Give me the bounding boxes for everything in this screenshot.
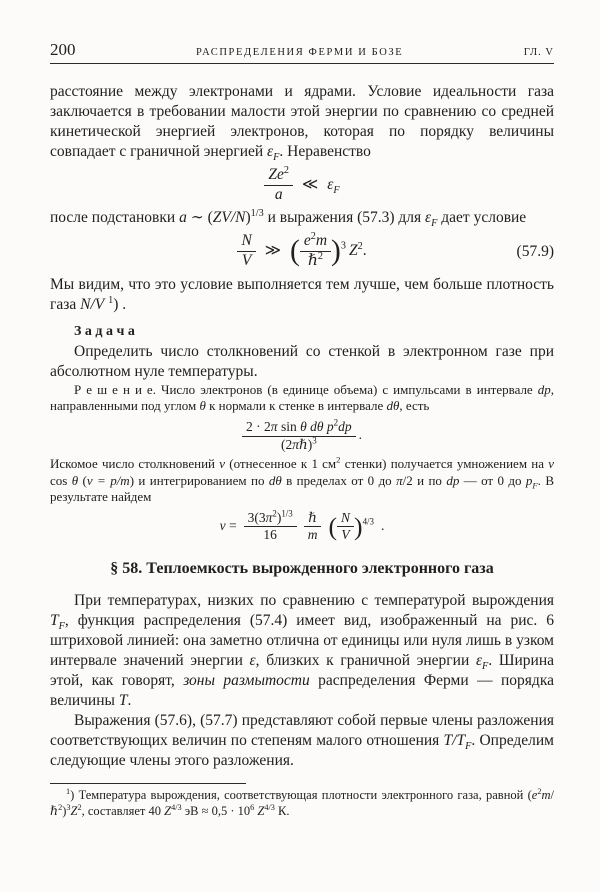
problem-heading: З а д а ч а bbox=[74, 323, 135, 339]
page-number: 200 bbox=[50, 40, 76, 59]
footnote-rule bbox=[50, 783, 246, 784]
fraction bbox=[244, 508, 297, 543]
paragraph-density-remark: Мы видим, что это условие выполняется тем лучше, чем больше плотность газа N/V $^1$) . bbox=[50, 275, 554, 313]
fraction-numerator: ℏ bbox=[304, 511, 322, 528]
fraction-numerator: Ze$^2$ bbox=[264, 167, 293, 186]
formula-period: . bbox=[358, 427, 362, 443]
fraction-numerator: $3(3\pi^2)^{1/3}$ bbox=[244, 511, 297, 528]
fraction bbox=[304, 511, 322, 543]
close-paren: ) bbox=[331, 235, 341, 268]
fraction-denominator: m bbox=[307, 527, 318, 543]
much-greater-symbol: ≫ bbox=[264, 242, 282, 260]
footnote: $^1$) Температура вырождения, соответствующая плотности электронного газа, равной $(e^2m/\hbar^2)^3Z^2$, составляет 40 $Z^{4/3}$ эВ ≈ $0,5 \cdot 10^6$ $Z^{4/3}$ К. bbox=[50, 786, 554, 819]
fraction-denominator: V bbox=[241, 252, 252, 270]
exponent: 4/3 bbox=[362, 516, 374, 527]
fermi-energy-symbol: $\varepsilon_F$ bbox=[327, 175, 340, 196]
solution-continuation: Искомое число столкновений ν (отнесенное к 1 $см^2$ стенки) получается умножением на v cos θ (v = p/m) и интегрированием по dθ в пределах от 0 до π/2 и по dp — от 0 до $p_F$. В результате найдем bbox=[50, 454, 555, 505]
fraction-numerator: 2 · 2π sin θ dθ $p^2dp$ bbox=[242, 420, 356, 437]
fraction bbox=[300, 233, 331, 269]
fraction bbox=[337, 511, 354, 543]
paragraph-expansion: Выражения (57.6), (57.7) представляют собой первые члены разложения соответствующих величин по степеням малого отношения $T/T_F$. Определим следующие члены этого разложения. bbox=[50, 711, 554, 769]
formula-electron-number bbox=[50, 417, 554, 452]
formula-coulomb-inequality bbox=[50, 164, 554, 203]
paragraph-ideality-condition: расстояние между электронами и ядрами. Условие идеальности газа заключается в требовании малости этой энергии по сравнению со средней кинетической энергией электронов, которая по порядку величины совпадает с граничной энергией $\varepsilon_F$. Неравенство bbox=[50, 83, 554, 164]
fraction bbox=[242, 417, 356, 452]
close-paren: ) bbox=[354, 511, 363, 541]
much-less-symbol: ≪ bbox=[302, 175, 319, 193]
fraction bbox=[264, 164, 293, 203]
paragraph-substitution: после подстановки a ∼ $(ZV/N)^{1/3}$ и выражения (57.3) для $\varepsilon_F$ дает условие bbox=[50, 208, 527, 230]
formula-lhs: ν = bbox=[219, 517, 237, 533]
fraction-numerator: N bbox=[237, 233, 255, 252]
fraction-numerator: N bbox=[337, 511, 354, 528]
open-paren: ( bbox=[290, 235, 300, 268]
fraction-numerator: $e^2m$ bbox=[300, 233, 331, 252]
equation-number: (57.9) bbox=[516, 242, 554, 260]
solution-paragraph: Р е ш е н и е. Число электронов (в единице объема) с импульсами в интервале dp, направленными под углом θ к нормали к стенке в интервале dθ, есть bbox=[50, 381, 554, 414]
paragraph-degenerate-gas: При температурах, низких по сравнению с температурой вырождения $T_F$, функция распределения (57.4) имеет вид, изображенный на рис. 6 штриховой линией: она заметно отлична от единицы или нуля лишь в узком интервале значений энергии ε, близких к граничной энергии $\varepsilon_F$. Ширина этой, как говорят, зоны размытости распределения Ферми — порядка величины T. bbox=[50, 591, 555, 709]
running-title: РАСПРЕДЕЛЕНИЯ ФЕРМИ И БОЗЕ bbox=[195, 47, 404, 58]
fraction-denominator: a bbox=[274, 185, 283, 203]
chapter-label: ГЛ. V bbox=[523, 47, 554, 58]
exponent: 3 bbox=[340, 241, 346, 253]
fraction-denominator: (2πℏ)$^3$ bbox=[280, 435, 317, 452]
formula-57-9 bbox=[50, 233, 554, 269]
fraction-denominator: V bbox=[341, 527, 350, 543]
section-heading: § 58. Теплоемкость вырожденного электронного газа bbox=[110, 559, 494, 577]
page-header bbox=[50, 40, 554, 64]
problem-statement: Определить число столкновений со стенкой в электронном газе при абсолютном нуле температуры. bbox=[50, 342, 554, 380]
formula-tail: $Z^2$. bbox=[348, 241, 367, 260]
formula-period: . bbox=[380, 517, 385, 533]
fraction-denominator: ℏ$^2$ bbox=[307, 251, 323, 270]
fraction-denominator: 16 bbox=[263, 527, 277, 543]
fraction bbox=[237, 233, 255, 269]
open-paren: ( bbox=[328, 511, 338, 541]
formula-collision-rate bbox=[50, 508, 554, 543]
